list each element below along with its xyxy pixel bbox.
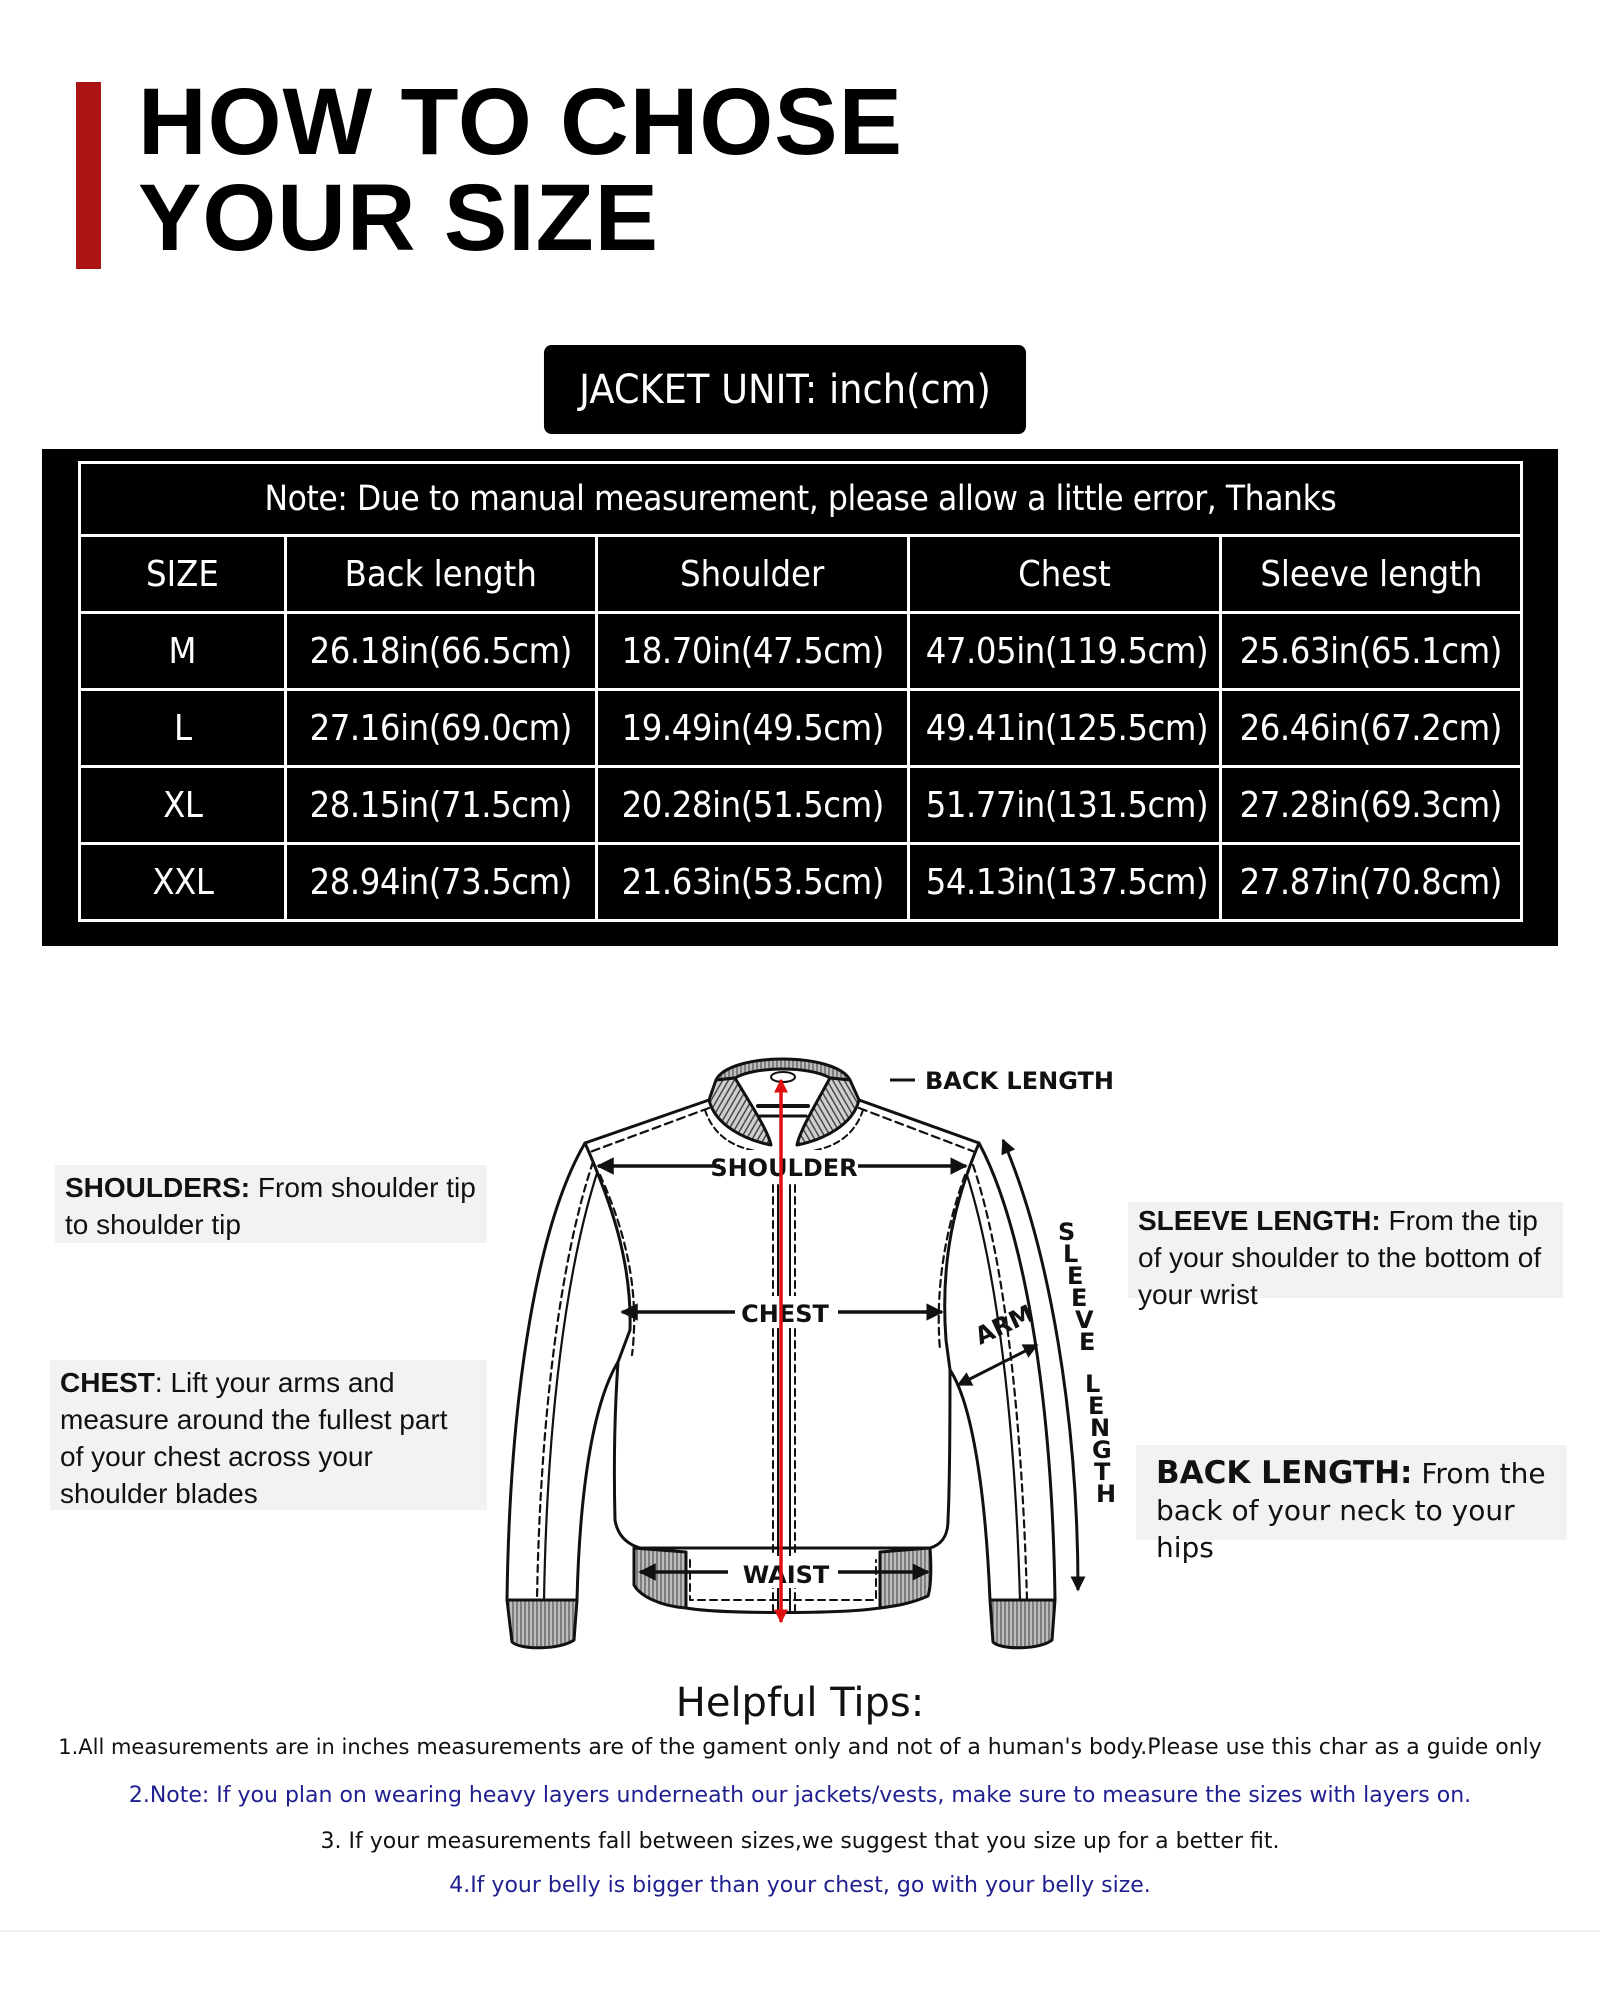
back-length-description (1136, 1445, 1567, 1564)
shoulder-cell: 21.63in(53.5cm) (597, 844, 909, 921)
svg-text:L: L (1063, 1240, 1079, 1268)
column-header-chest: Chest (909, 536, 1221, 613)
label-chest: CHEST (741, 1300, 829, 1328)
sleeve-length-cell: 27.28in(69.3cm) (1221, 767, 1522, 844)
left-cuff (507, 1600, 577, 1648)
tip-1-prefix: 1.All measurements are in inches (58, 1735, 410, 1759)
sleeve-length-term: SLEEVE LENGTH: (1138, 1205, 1381, 1236)
svg-text:G: G (1092, 1436, 1112, 1464)
page-title-line2: YOUR SIZE (138, 165, 660, 271)
right-cuff (990, 1600, 1055, 1648)
svg-text:E: E (1088, 1392, 1105, 1420)
tip-3: 3. If your measurements fall between sizes,we suggest that you size up for a better fit. (320, 1829, 1280, 1854)
shoulders-text: From shoulder tip to shoulder tip (65, 1172, 476, 1240)
label-back-length: BACK LENGTH (925, 1067, 1114, 1095)
chest-cell: 49.41in(125.5cm) (909, 690, 1221, 767)
unit-label: JACKET UNIT: inch(cm) (544, 345, 1026, 434)
tip-1 (0, 1735, 1600, 1760)
column-header-size: SIZE (80, 536, 286, 613)
chest-term: CHEST (60, 1367, 155, 1398)
tip-4: 4.If your belly is bigger than your chest, go with your belly size. (449, 1873, 1151, 1898)
back-length-term: BACK LENGTH: (1156, 1455, 1413, 1491)
svg-text:E: E (1067, 1262, 1084, 1290)
svg-text:H: H (1096, 1480, 1117, 1508)
svg-text:V: V (1075, 1306, 1094, 1334)
sleeve-length-cell: 26.46in(67.2cm) (1221, 690, 1522, 767)
svg-text:S: S (1058, 1218, 1076, 1246)
measurement-note: Note: Due to manual measurement, please allow a little error, Thanks (80, 463, 1522, 536)
back-length-text: From the back of your neck to your hips (1156, 1457, 1546, 1564)
shoulder-cell: 19.49in(49.5cm) (597, 690, 909, 767)
svg-text:E: E (1079, 1328, 1096, 1356)
size-cell: XL (80, 767, 286, 844)
chest-cell: 51.77in(131.5cm) (909, 767, 1221, 844)
tip-1-text: measurements are of the gament only and not of a human's body.Please use this char as a guide only (409, 1735, 1542, 1760)
column-header-back-length: Back length (286, 536, 597, 613)
label-sleeve-length (1058, 1218, 1116, 1508)
shoulder-cell: 18.70in(47.5cm) (597, 613, 909, 690)
label-arm: ARM (970, 1299, 1038, 1351)
chest-cell: 54.13in(137.5cm) (909, 844, 1221, 921)
svg-text:E: E (1071, 1284, 1088, 1312)
size-cell: XXL (80, 844, 286, 921)
label-waist: WAIST (742, 1561, 830, 1589)
svg-text:L: L (1085, 1370, 1101, 1398)
chest-description (50, 1360, 487, 1510)
waist-ribbing-left (634, 1548, 686, 1608)
size-cell: M (80, 613, 286, 690)
sleeve-length-description (1128, 1202, 1563, 1310)
back-length-cell: 27.16in(69.0cm) (286, 690, 597, 767)
sleeve-length-cell: 27.87in(70.8cm) (1221, 844, 1522, 921)
chest-cell: 47.05in(119.5cm) (909, 613, 1221, 690)
size-cell: L (80, 690, 286, 767)
back-length-cell: 26.18in(66.5cm) (286, 613, 597, 690)
svg-text:N: N (1090, 1414, 1111, 1442)
shoulders-description (55, 1165, 487, 1243)
sleeve-length-text: From the tip of your shoulder to the bottom of your wrist (1138, 1205, 1542, 1310)
svg-text:T: T (1094, 1458, 1111, 1486)
back-length-cell: 28.94in(73.5cm) (286, 844, 597, 921)
sleeve-length-cell: 25.63in(65.1cm) (1221, 613, 1522, 690)
waist-ribbing-right (880, 1548, 931, 1608)
page-title-line1: HOW TO CHOSE (138, 69, 903, 175)
right-sleeve (950, 1143, 1055, 1600)
tip-2: 2.Note: If you plan on wearing heavy layers underneath our jackets/vests, make sure to measure the sizes with layers on. (128, 1783, 1472, 1808)
column-header-shoulder: Shoulder (597, 536, 909, 613)
back-length-cell: 28.15in(71.5cm) (286, 767, 597, 844)
left-sleeve (507, 1143, 618, 1600)
column-header-sleeve-length: Sleeve length (1221, 536, 1522, 613)
chest-text: : Lift your arms and measure around the fullest part of your chest across your shoulder blades (60, 1367, 448, 1509)
tips-heading: Helpful Tips: (675, 1680, 925, 1726)
label-shoulder: SHOULDER (710, 1154, 858, 1182)
bottom-divider (0, 1930, 1600, 1932)
shoulder-cell: 20.28in(51.5cm) (597, 767, 909, 844)
shoulders-term: SHOULDERS: (65, 1172, 251, 1203)
